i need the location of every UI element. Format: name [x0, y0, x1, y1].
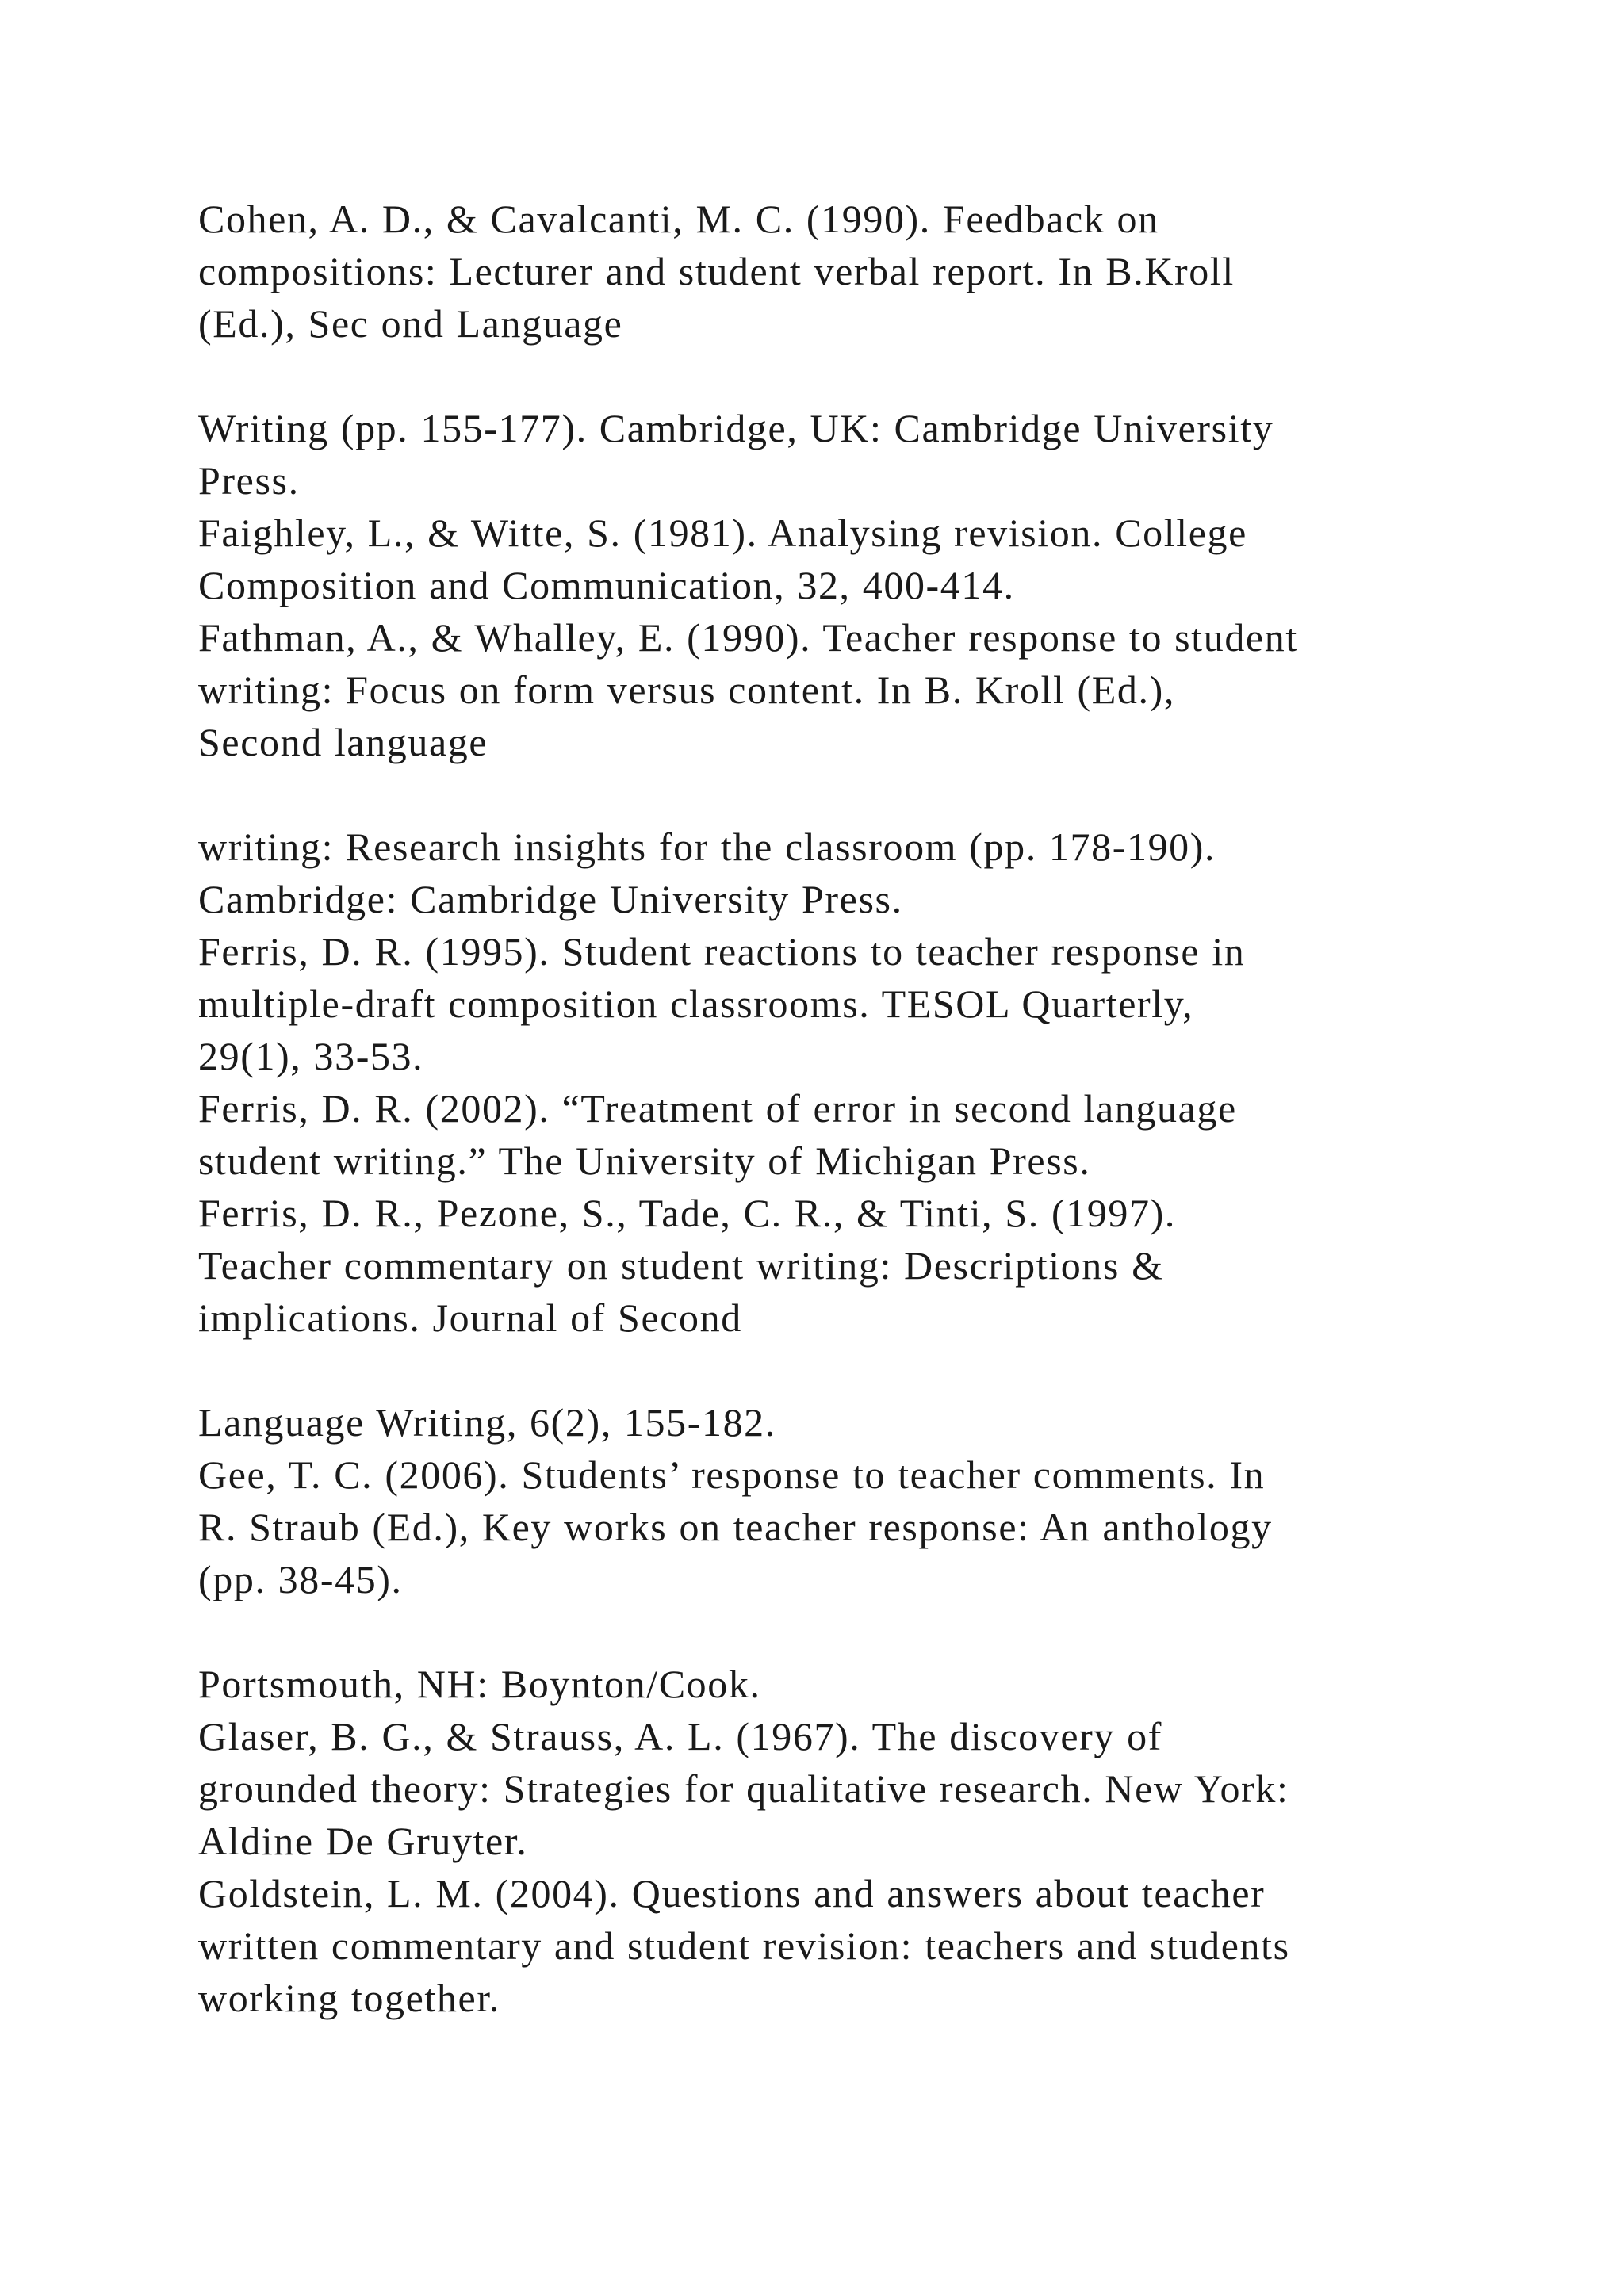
- text-line: student writing.” The University of Michigan Press.: [198, 1138, 1091, 1183]
- text-line: Fathman, A., & Whalley, E. (1990). Teacher response to student: [198, 615, 1298, 660]
- text-line: implications. Journal of Second: [198, 1295, 742, 1340]
- blank-line: [198, 768, 1467, 821]
- blank-line: [198, 1344, 1467, 1396]
- text-line: written commentary and student revision: teachers and students: [198, 1923, 1290, 1968]
- text-line: Writing (pp. 155-177). Cambridge, UK: Cambridge University: [198, 406, 1274, 450]
- text-line: Gee, T. C. (2006). Students’ response to teacher comments. In: [198, 1452, 1266, 1497]
- reference-list: [198, 193, 1467, 2024]
- blank-line: [198, 1605, 1467, 1658]
- text-line: grounded theory: Strategies for qualitative research. New York:: [198, 1766, 1289, 1811]
- text-line: writing: Focus on form versus content. In B. Kroll (Ed.),: [198, 668, 1175, 712]
- text-line: Aldine De Gruyter.: [198, 1819, 528, 1863]
- text-line: Cohen, A. D., & Cavalcanti, M. C. (1990). Feedback on: [198, 197, 1159, 241]
- text-line: Portsmouth, NH: Boynton/Cook.: [198, 1662, 761, 1706]
- text-line: Composition and Communication, 32, 400-414.: [198, 563, 1015, 607]
- text-line: 29(1), 33-53.: [198, 1034, 424, 1078]
- text-line: compositions: Lecturer and student verbal report. In B.Kroll: [198, 249, 1235, 293]
- text-line: Ferris, D. R. (1995). Student reactions to teacher response in: [198, 929, 1246, 974]
- text-line: Cambridge: Cambridge University Press.: [198, 877, 903, 921]
- text-line: Glaser, B. G., & Strauss, A. L. (1967). The discovery of: [198, 1714, 1162, 1758]
- text-line: (Ed.), Sec ond Language: [198, 301, 623, 346]
- text-line: working together.: [198, 1976, 500, 2020]
- text-line: Second language: [198, 720, 488, 764]
- text-line: Ferris, D. R., Pezone, S., Tade, C. R., & Tinti, S. (1997).: [198, 1191, 1176, 1235]
- text-line: writing: Research insights for the classroom (pp. 178-190).: [198, 825, 1216, 869]
- text-line: Ferris, D. R. (2002). “Treatment of error in second language: [198, 1086, 1237, 1131]
- text-line: (pp. 38-45).: [198, 1557, 403, 1601]
- text-line: R. Straub (Ed.), Key works on teacher response: An anthology: [198, 1505, 1273, 1549]
- blank-line: [198, 350, 1467, 402]
- text-line: Press.: [198, 458, 300, 503]
- text-line: Goldstein, L. M. (2004). Questions and answers about teacher: [198, 1871, 1266, 1915]
- text-line: multiple-draft composition classrooms. TESOL Quarterly,: [198, 982, 1194, 1026]
- text-line: Teacher commentary on student writing: Descriptions &: [198, 1243, 1164, 1288]
- text-line: Language Writing, 6(2), 155-182.: [198, 1400, 776, 1445]
- text-line: Faighley, L., & Witte, S. (1981). Analysing revision. College: [198, 511, 1247, 555]
